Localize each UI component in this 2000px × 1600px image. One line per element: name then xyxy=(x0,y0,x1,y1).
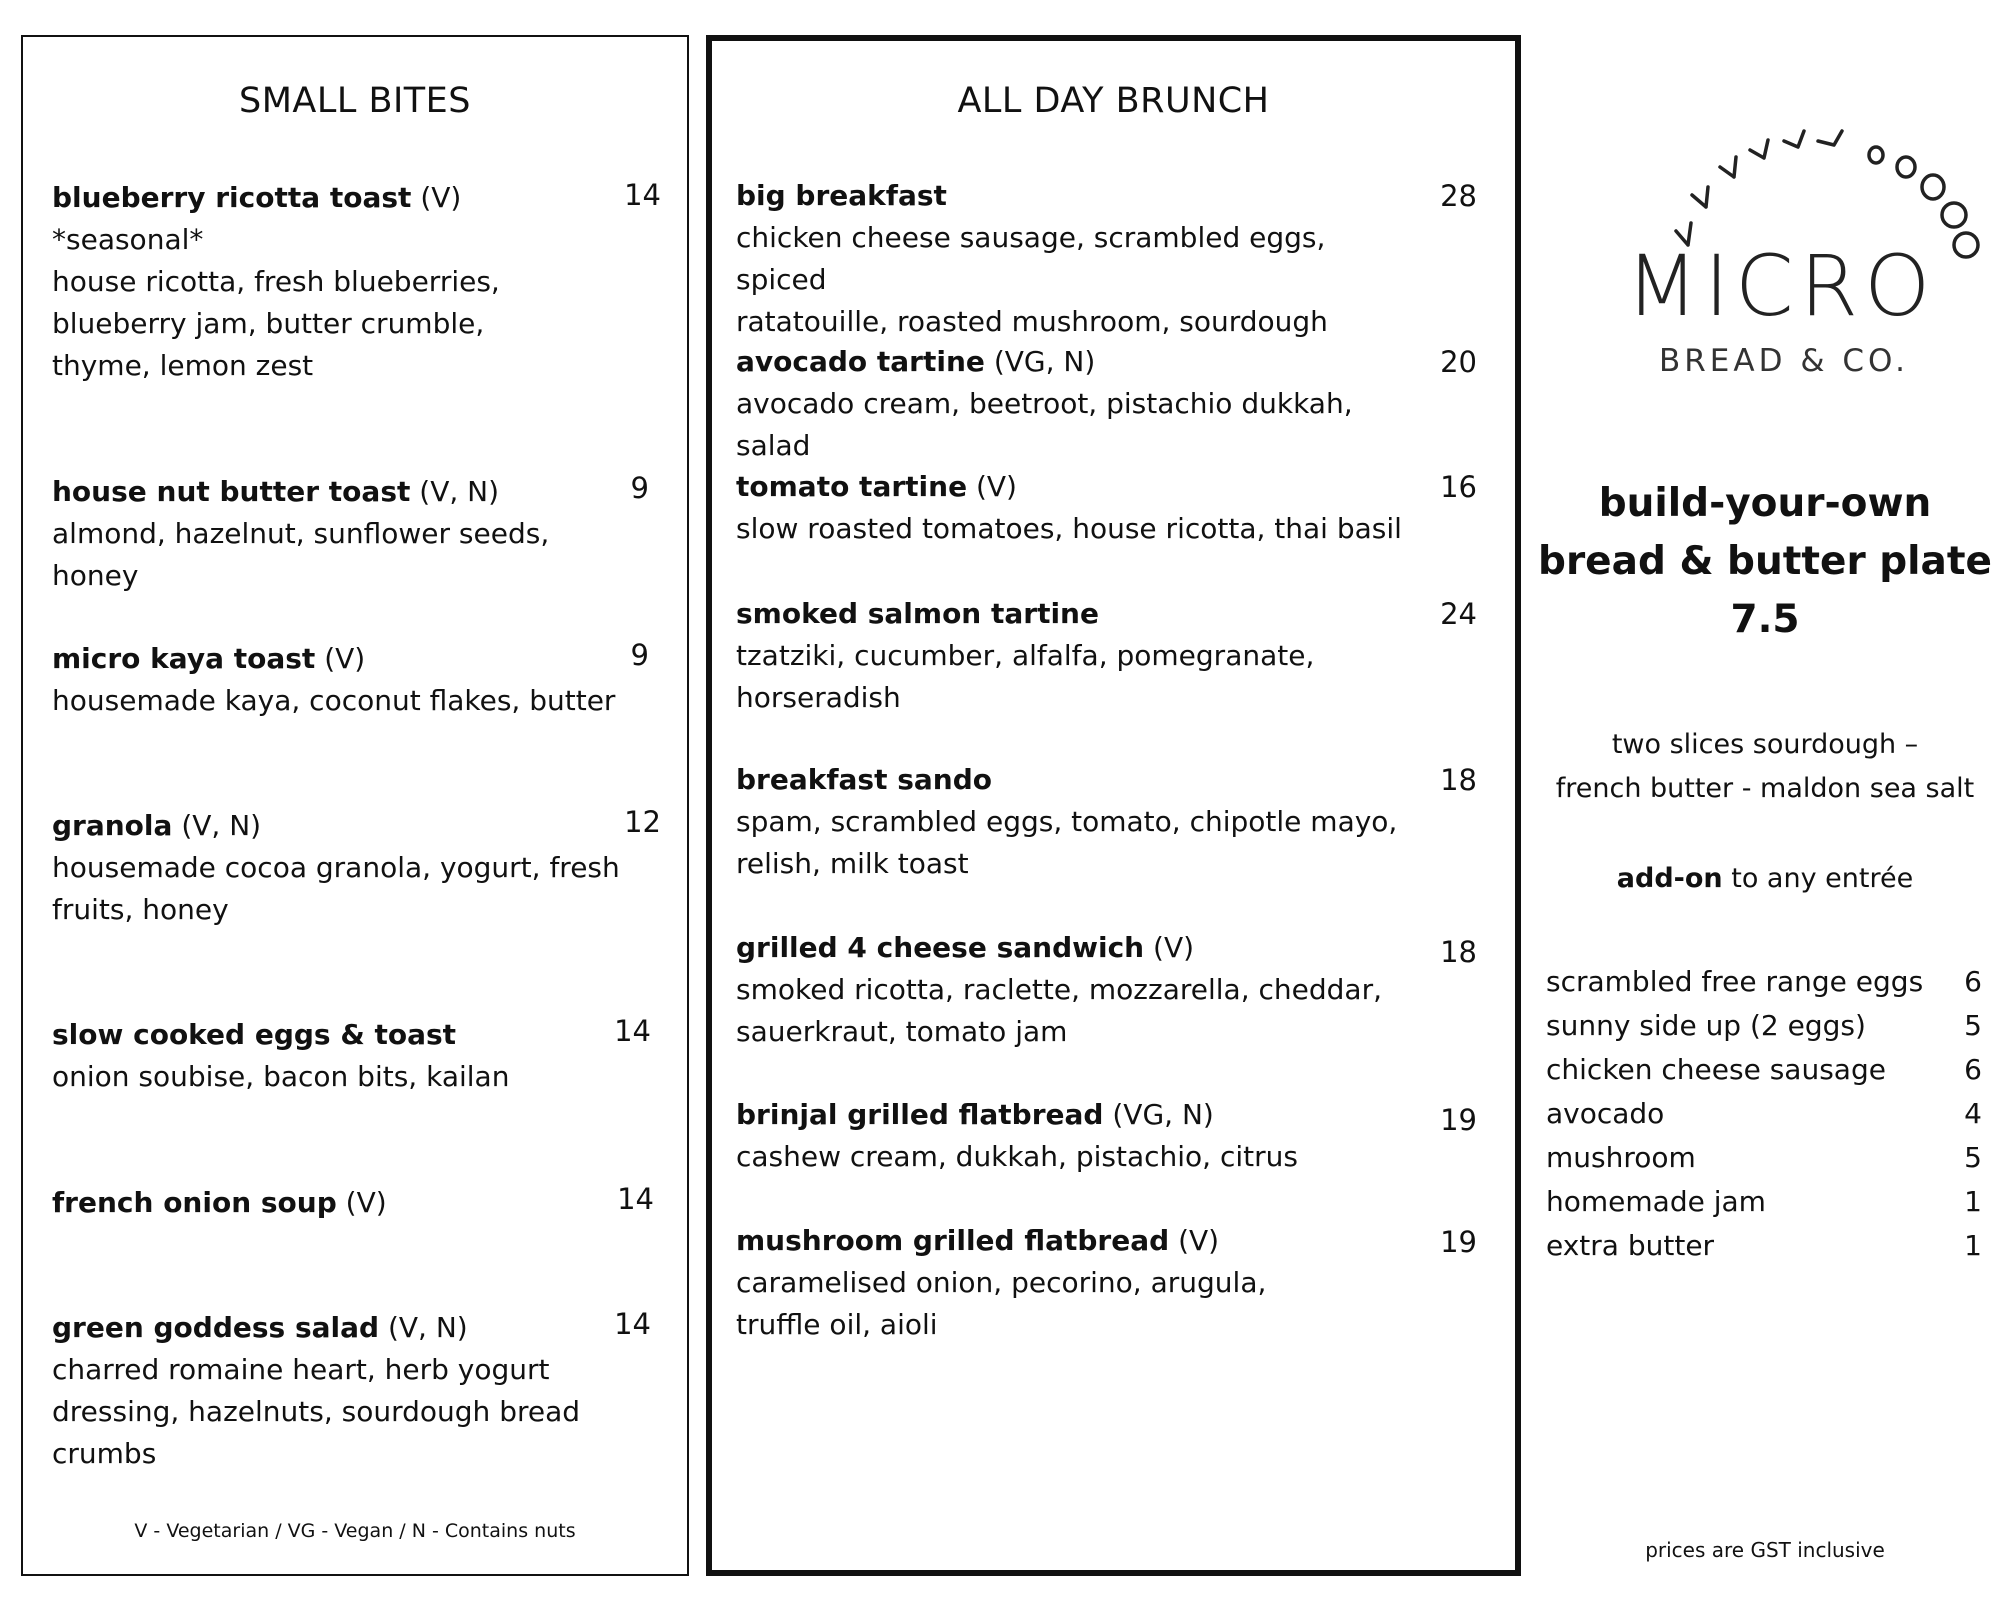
item-tag: (V, N) xyxy=(387,1311,468,1344)
addon-row xyxy=(1546,1048,1982,1092)
gst-note: prices are GST inclusive xyxy=(1645,1538,1885,1562)
addon-row xyxy=(1546,1092,1982,1136)
item-description: slow roasted tomatoes, house ricotta, thai basil xyxy=(736,512,1402,545)
menu-item xyxy=(52,1014,632,1098)
item-description: housemade cocoa granola, yogurt, fresh fruits, honey xyxy=(52,851,620,926)
item-description: tzatziki, cucumber, alfalfa, pomegranate, horseradish xyxy=(736,639,1315,714)
small-bites-panel xyxy=(21,35,689,1576)
item-tag: (V, N) xyxy=(181,809,262,842)
menu-item xyxy=(736,466,1416,550)
item-price: 14 xyxy=(614,1307,651,1341)
item-name: big breakfast xyxy=(736,179,947,212)
item-description: caramelised onion, pecorino, arugula, truffle oil, aioli xyxy=(736,1266,1267,1341)
menu-item xyxy=(52,471,632,597)
addon-price: 4 xyxy=(1964,1097,1982,1130)
item-name: mushroom grilled flatbread xyxy=(736,1224,1170,1257)
addon-heading-rest: to any entrée xyxy=(1722,863,1914,894)
logo-stroke xyxy=(1720,157,1736,177)
menu-item xyxy=(736,175,1416,343)
addon-name: extra butter xyxy=(1546,1229,1715,1262)
addon-row xyxy=(1546,960,1982,1004)
item-description: housemade kaya, coconut flakes, butter xyxy=(52,684,616,717)
item-name: blueberry ricotta toast xyxy=(52,181,412,214)
item-price: 28 xyxy=(1440,179,1477,213)
item-description: onion soubise, bacon bits, kailan xyxy=(52,1060,510,1093)
item-tag: (V, N) xyxy=(419,475,500,508)
dietary-legend: V - Vegetarian / VG - Vegan / N - Contains nuts xyxy=(134,1520,576,1542)
item-price: 18 xyxy=(1440,935,1477,969)
addon-price: 5 xyxy=(1964,1009,1982,1042)
menu-item xyxy=(736,1094,1416,1178)
menu-item xyxy=(736,759,1416,885)
logo-stroke xyxy=(1750,140,1768,158)
addon-price: 1 xyxy=(1964,1229,1982,1262)
item-name: grilled 4 cheese sandwich xyxy=(736,931,1145,964)
addon-name: avocado xyxy=(1546,1097,1665,1130)
item-price: 16 xyxy=(1440,470,1477,504)
menu-item xyxy=(736,341,1416,467)
menu-item xyxy=(52,1307,632,1475)
item-price: 19 xyxy=(1440,1225,1477,1259)
item-description: *seasonal* house ricotta, fresh blueberries, blueberry jam, butter crumble, thyme, lemon zest xyxy=(52,223,500,382)
menu-item xyxy=(736,1220,1416,1346)
addon-row xyxy=(1546,1136,1982,1180)
small-bites-title: SMALL BITES xyxy=(238,81,472,121)
item-tag: (V) xyxy=(1178,1224,1220,1257)
menu-item xyxy=(52,177,632,387)
item-price: 9 xyxy=(630,638,649,672)
all-day-brunch-panel xyxy=(706,35,1521,1576)
item-name: granola xyxy=(52,809,173,842)
byo-plate-description: two slices sourdough – french butter - maldon sea salt xyxy=(1555,729,1975,804)
menu-item xyxy=(52,1182,632,1224)
logo-circle xyxy=(1869,147,1883,163)
addon-price: 6 xyxy=(1964,965,1982,998)
item-name: green goddess salad xyxy=(52,1311,380,1344)
item-name: brinjal grilled flatbread xyxy=(736,1098,1104,1131)
addon-list xyxy=(1546,960,1982,1268)
logo-stroke xyxy=(1784,131,1804,147)
addon-heading xyxy=(1530,857,2000,901)
item-price: 12 xyxy=(624,805,661,839)
item-name: house nut butter toast xyxy=(52,475,411,508)
item-name: french onion soup xyxy=(52,1186,337,1219)
item-tag: (V) xyxy=(975,470,1017,503)
item-tag: (V) xyxy=(1153,931,1195,964)
item-description: avocado cream, beetroot, pistachio dukkah, salad xyxy=(736,387,1353,462)
addon-row xyxy=(1546,1180,1982,1224)
item-price: 20 xyxy=(1440,345,1477,379)
item-price: 14 xyxy=(614,1014,651,1048)
item-tag: (V) xyxy=(420,181,462,214)
item-price: 14 xyxy=(624,178,661,212)
item-description: smoked ricotta, raclette, mozzarella, cheddar, sauerkraut, tomato jam xyxy=(736,973,1382,1048)
addon-price: 6 xyxy=(1964,1053,1982,1086)
item-name: avocado tartine xyxy=(736,345,985,378)
logo-stroke xyxy=(1818,131,1842,145)
byo-plate-title: build-your-own bread & butter plate 7.5 xyxy=(1538,481,1992,642)
item-description: charred romaine heart, herb yogurt dressing, hazelnuts, sourdough bread crumbs xyxy=(52,1353,581,1470)
logo-stroke xyxy=(1692,187,1708,207)
menu-item xyxy=(52,805,632,931)
item-price: 19 xyxy=(1440,1103,1477,1137)
logo-circle xyxy=(1922,175,1944,199)
addon-heading-bold: add-on xyxy=(1616,863,1723,894)
item-name: micro kaya toast xyxy=(52,642,316,675)
item-price: 18 xyxy=(1440,763,1477,797)
item-tag: (V) xyxy=(345,1186,387,1219)
addon-name: mushroom xyxy=(1546,1141,1696,1174)
logo-circle xyxy=(1897,157,1915,177)
addon-row xyxy=(1546,1224,1982,1268)
item-price: 14 xyxy=(617,1182,654,1216)
item-name: smoked salmon tartine xyxy=(736,597,1099,630)
micro-bread-logo xyxy=(1576,95,1996,395)
item-name: slow cooked eggs & toast xyxy=(52,1018,457,1051)
item-description: almond, hazelnut, sunflower seeds, honey xyxy=(52,517,550,592)
addon-name: homemade jam xyxy=(1546,1185,1766,1218)
menu-item xyxy=(736,593,1416,719)
all-day-brunch-title: ALL DAY BRUNCH xyxy=(957,81,1270,121)
addon-name: chicken cheese sausage xyxy=(1546,1053,1886,1086)
addon-row xyxy=(1546,1004,1982,1048)
item-tag: (VG, N) xyxy=(993,345,1096,378)
item-price: 24 xyxy=(1440,597,1477,631)
item-tag: (VG, N) xyxy=(1112,1098,1214,1131)
addon-price: 5 xyxy=(1964,1141,1982,1174)
logo-circle xyxy=(1954,233,1978,257)
item-name: tomato tartine xyxy=(736,470,968,503)
menu-item xyxy=(52,638,632,722)
addon-price: 1 xyxy=(1964,1185,1982,1218)
logo-subtitle: BREAD & CO. xyxy=(1659,343,1909,379)
item-price: 9 xyxy=(630,471,649,505)
side-panel xyxy=(1530,35,2000,1576)
item-name: breakfast sando xyxy=(736,763,993,796)
logo-wordmark: MICRO xyxy=(1625,237,1937,335)
item-tag: (V) xyxy=(324,642,366,675)
item-description: chicken cheese sausage, scrambled eggs, spiced ratatouille, roasted mushroom, sourdough xyxy=(736,221,1328,338)
menu-item xyxy=(736,927,1416,1053)
item-description: spam, scrambled eggs, tomato, chipotle mayo, relish, milk toast xyxy=(736,805,1398,880)
addon-name: sunny side up (2 eggs) xyxy=(1546,1009,1866,1042)
addon-name: scrambled free range eggs xyxy=(1546,965,1924,998)
logo-circle xyxy=(1942,203,1966,227)
item-description: cashew cream, dukkah, pistachio, citrus xyxy=(736,1140,1298,1173)
